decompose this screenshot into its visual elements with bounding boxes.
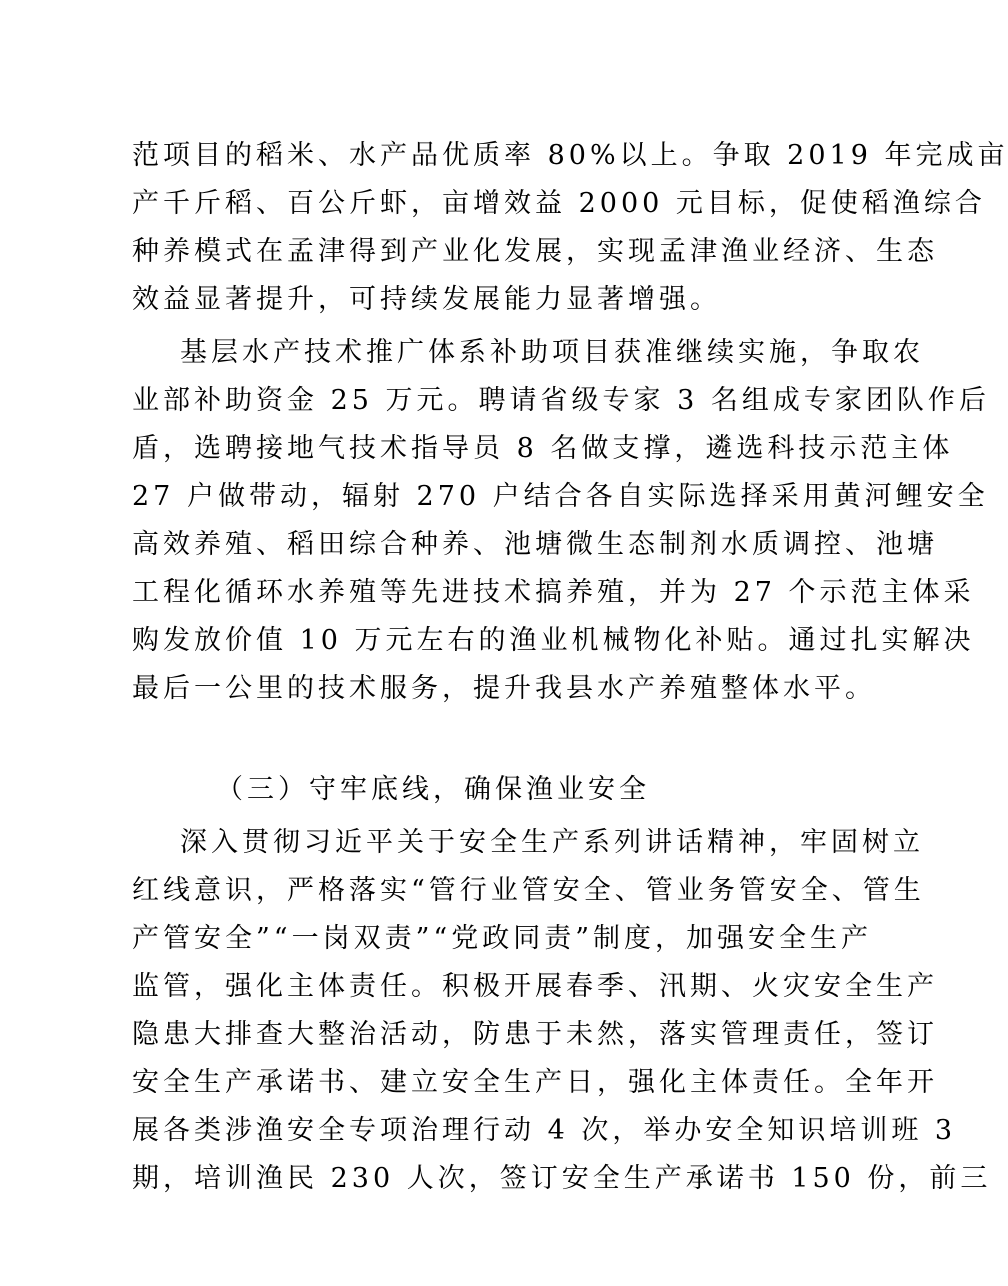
paragraph-3-line-1: 深入贯彻习近平关于安全生产系列讲话精神，牢固树立 bbox=[180, 827, 924, 858]
paragraph-2-line-5: 高效养殖、稻田综合种养、池塘微生态制剂水质调控、池塘 bbox=[132, 529, 938, 560]
section-heading: （三）守牢底线，确保渔业安全 bbox=[216, 774, 650, 805]
paragraph-2-line-4: 27 户做带动，辐射 270 户结合各自实际选择采用黄河鲤安全 bbox=[132, 481, 989, 512]
paragraph-3-line-6: 安全生产承诺书、建立安全生产日，强化主体责任。全年开 bbox=[132, 1067, 938, 1098]
paragraph-1-line-2: 产千斤稻、百公斤虾，亩增效益 2000 元目标，促使稻渔综合 bbox=[132, 188, 986, 219]
paragraph-1-line-1: 范项目的稻米、水产品优质率 80%以上。争取 2019 年完成亩 bbox=[132, 140, 1008, 171]
paragraph-2-line-1: 基层水产技术推广体系补助项目获准继续实施，争取农 bbox=[180, 337, 924, 368]
paragraph-2-line-6: 工程化循环水养殖等先进技术搞养殖，并为 27 个示范主体采 bbox=[132, 577, 975, 608]
paragraph-3-line-7: 展各类涉渔安全专项治理行动 4 次，举办安全知识培训班 3 bbox=[132, 1115, 957, 1146]
paragraph-3-line-8: 期，培训渔民 230 人次，签订安全生产承诺书 150 份，前三 bbox=[132, 1163, 992, 1194]
paragraph-1-line-4: 效益显著提升，可持续发展能力显著增强。 bbox=[132, 284, 721, 315]
paragraph-2-line-2: 业部补助资金 25 万元。聘请省级专家 3 名组成专家团队作后 bbox=[132, 385, 990, 416]
paragraph-3-line-2: 红线意识，严格落实“管行业管安全、管业务管安全、管生 bbox=[132, 875, 925, 906]
paragraph-3-line-4: 监管，强化主体责任。积极开展春季、汛期、火灾安全生产 bbox=[132, 971, 938, 1002]
paragraph-2-line-3: 盾，选聘接地气技术指导员 8 名做支撑，遴选科技示范主体 bbox=[132, 433, 954, 464]
paragraph-2-line-8: 最后一公里的技术服务，提升我县水产养殖整体水平。 bbox=[132, 673, 876, 704]
paragraph-3-line-3: 产管安全”“一岗双责”“党政同责”制度，加强安全生产 bbox=[132, 923, 873, 954]
paragraph-1-line-3: 种养模式在孟津得到产业化发展，实现孟津渔业经济、生态 bbox=[132, 236, 938, 267]
paragraph-2-line-7: 购发放价值 10 万元左右的渔业机械物化补贴。通过扎实解决 bbox=[132, 625, 975, 656]
paragraph-3-line-5: 隐患大排查大整治活动，防患于未然，落实管理责任，签订 bbox=[132, 1019, 938, 1050]
